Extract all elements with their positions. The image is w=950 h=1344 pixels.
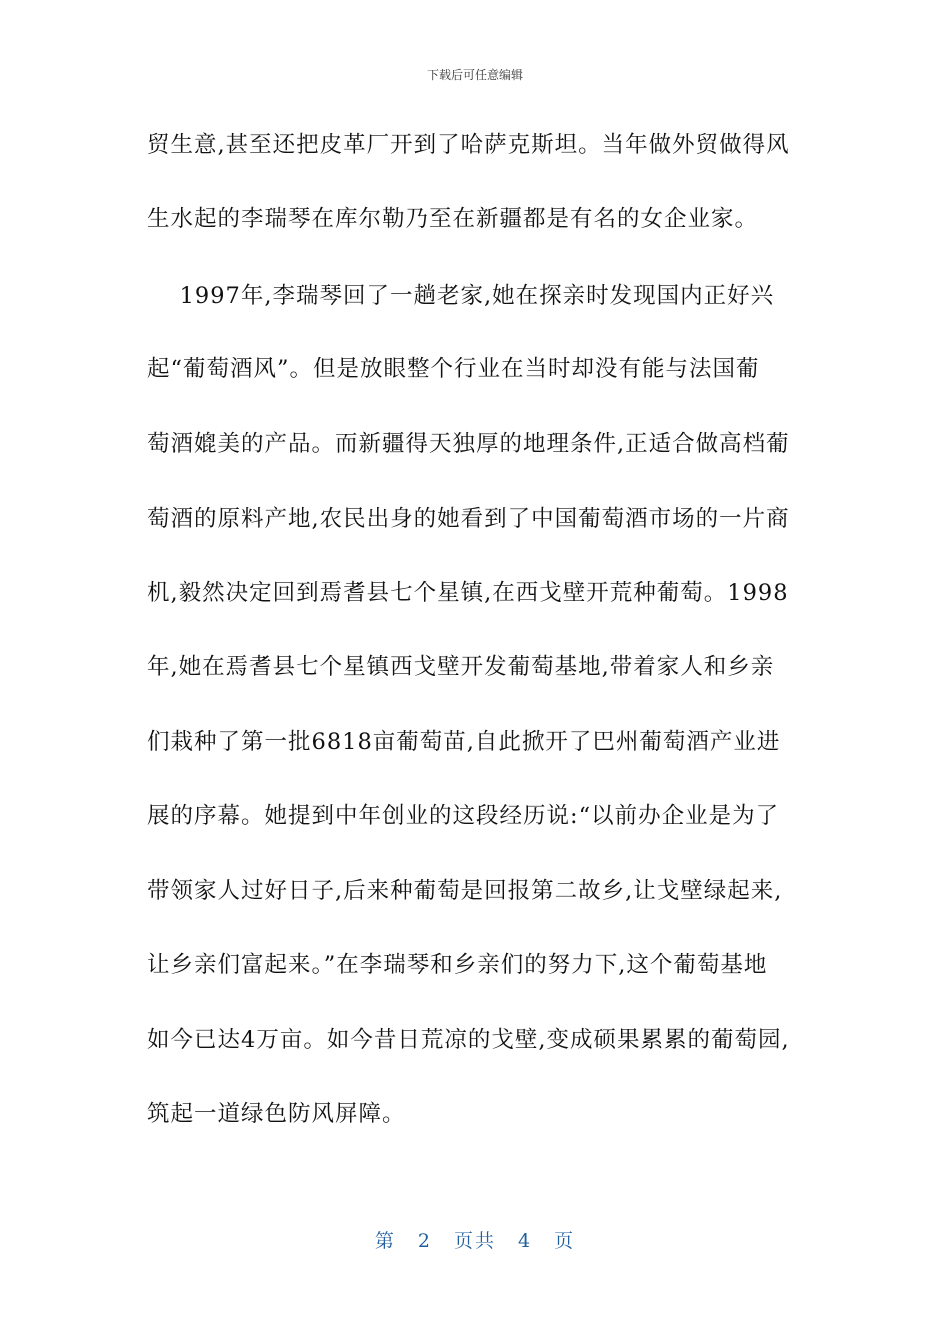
body-line: 筑起一道绿色防风屏障。	[147, 1101, 406, 1127]
body-line: 如今已达4万亩。如今昔日荒凉的戈壁,变成硕果累累的葡萄园,	[147, 1027, 790, 1053]
body-line: 萄酒的原料产地,农民出身的她看到了中国葡萄酒市场的一片商	[147, 506, 790, 532]
body-line: 1997年,李瑞琴回了一趟老家,她在探亲时发现国内正好兴	[147, 283, 775, 309]
page-header-note: 下载后可任意编辑	[426, 68, 523, 82]
page-label-post: 页	[554, 1230, 576, 1252]
page-footer	[0, 1226, 950, 1253]
body-line: 机,毅然决定回到焉耆县七个星镇,在西戈壁开荒种葡萄。1998	[147, 580, 789, 606]
body-line: 带领家人过好日子,后来种葡萄是回报第二故乡,让戈壁绿起来,	[147, 878, 783, 904]
page-total: 4	[518, 1230, 533, 1252]
body-line: 萄酒媲美的产品。而新疆得天独厚的地理条件,正适合做高档葡	[147, 431, 790, 457]
body-line: 年,她在焉耆县七个星镇西戈壁开发葡萄基地,带着家人和乡亲	[147, 654, 775, 680]
body-line: 让乡亲们富起来。”在李瑞琴和乡亲们的努力下,这个葡萄基地	[147, 952, 768, 978]
page-label-mid: 页共	[453, 1230, 496, 1252]
body-line: 贸生意,甚至还把皮革厂开到了哈萨克斯坦。当年做外贸做得风	[147, 132, 790, 158]
body-line: 生水起的李瑞琴在库尔勒乃至在新疆都是有名的女企业家。	[147, 206, 759, 232]
body-line: 展的序幕。她提到中年创业的这段经历说:“以前办企业是为了	[147, 803, 780, 829]
body-line: 们栽种了第一批6818亩葡萄苗,自此掀开了巴州葡萄酒产业进	[147, 729, 781, 755]
page-label-pre: 第	[374, 1230, 396, 1252]
page-current: 2	[417, 1230, 432, 1252]
body-line: 起“葡萄酒风”。但是放眼整个行业在当时却没有能与法国葡	[147, 356, 760, 382]
